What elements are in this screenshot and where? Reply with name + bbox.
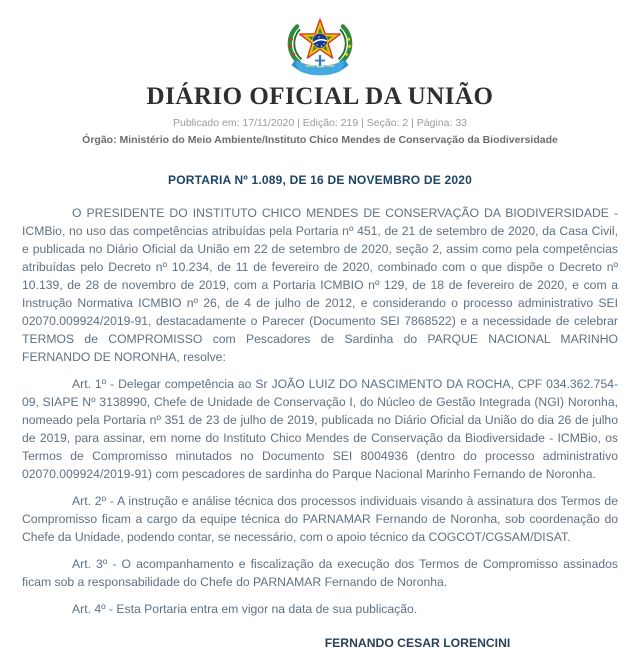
paragraph-art-4: Art. 4º - Esta Portaria entra em vigor na data de sua publicação. (72, 601, 418, 616)
gazette-title: DIÁRIO OFICIAL DA UNIÃO (146, 83, 494, 110)
paragraph-art-2: Art. 2º - A instrução e análise técnica dos processos individuais visando à assinatura dos Termos de Compromisso ficam a cargo da equipe técnica do PARNAMAR Fernando de Noronha, sob coordenação do Chefe da Unidade, podendo contar, se necessário, com o apoio técnico da COGCOT/CGSAM/DISAT. (22, 493, 618, 544)
paragraph-preamble: O PRESIDENTE DO INSTITUTO CHICO MENDES DE CONSERVAÇÃO DA BIODIVERSIDADE - ICMBio, no uso das competências atribuídas pela Portaria nº 451, de 21 de setembro de 2020, da Casa Civil, e publicada no Diário Oficial da União em 22 de setembro de 2020, seção 2, assim como pela competências atribuídas pelo Decreto nº 10.234, de 11 de fevereiro de 2020, combinado com o que dispõe o Decreto nº 10.139, de 28 de novembro de 2019, com a Portaria ICMBIO nº 129, de 18 de fevereiro de 2020, e com a Instrução Normativa ICMBIO nº 26, de 4 de julho de 2012, e considerando o processo administrativo SEI 02070.009924/2019-91, destacadamente o Parecer (Documento SEI 7868522) e a necessidade de celebrar TERMOS de COMPROMISSO com Pescadores de Sardinha do PARQUE NACIONAL MARINHO FERNANDO DE NORONHA, resolve: (22, 205, 618, 364)
portaria-heading: PORTARIA Nº 1.089, DE 16 DE NOVEMBRO DE 2020 (168, 172, 472, 187)
paragraph-art-1: Art. 1º - Delegar competência ao Sr JOÃO LUIZ DO NASCIMENTO DA ROCHA, CPF 034.362.754-09, SIAPE Nº 3138990, Chefe de Unidade de Conservação I, do Núcleo de Gestão Integrada (NGI) Noronha, nomeado pela Portaria nº 351 de 23 de julho de 2019, publicada no Diário Oficial da União do dia 26 de julho de 2019, para assinar, em nome do Instituto Chico Mendes de Conservação da Biodiversidade - ICMBio, os Termos de Compromisso minutados no Documento SEI 8004936 (dentro do processo administrativo 02070.009924/2019-91) com pescadores de sardinha do Parque Nacional Marinho Fernando de Noronha. (22, 376, 618, 481)
brazil-coat-of-arms-icon (270, 12, 370, 78)
paragraph-art-3: Art. 3º - O acompanhamento e fiscalização da execução dos Termos de Compromisso assinados ficam sob a responsabilidade do Chefe do PARNAMAR Fernando de Noronha. (22, 556, 618, 589)
signature-name: FERNANDO CESAR LORENCINI (324, 635, 511, 650)
masthead (22, 12, 618, 147)
portaria-body (22, 204, 618, 652)
publication-info: Publicado em: 17/11/2020 | Edição: 219 | Seção: 2 | Página: 33 (172, 116, 468, 129)
organ-line: Órgão: Ministério do Meio Ambiente/Instituto Chico Mendes de Conservação da Biodiversidade (82, 134, 558, 147)
